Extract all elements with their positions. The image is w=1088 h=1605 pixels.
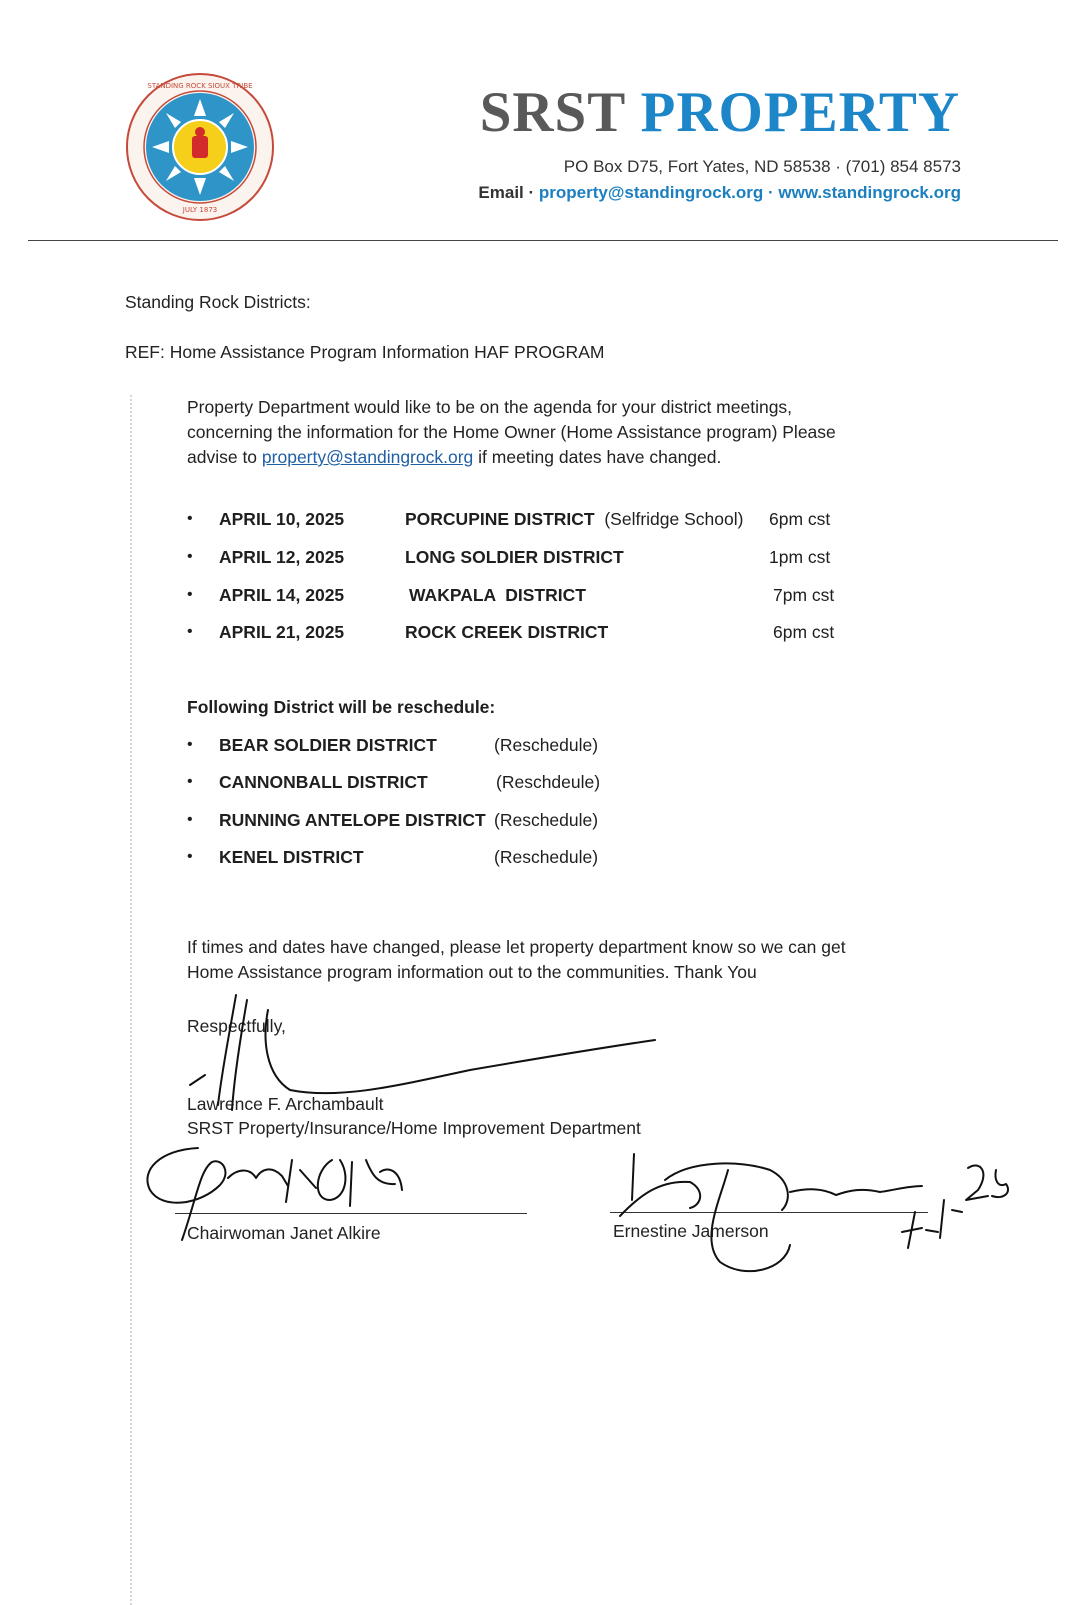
reschedule-district: BEAR SOLDIER DISTRICT <box>219 735 437 755</box>
meeting-district: PORCUPINE DISTRICT (Selfridge School) <box>405 509 744 529</box>
intro-line-1: Property Department would like to be on the agenda for your district meetings, <box>187 397 793 417</box>
svg-text:JULY 1873: JULY 1873 <box>182 206 218 214</box>
tribal-seal-logo <box>125 72 275 222</box>
letterhead-contact <box>478 183 961 203</box>
schedule-row <box>187 509 887 533</box>
schedule-row <box>187 622 887 646</box>
meeting-time: 6pm cst <box>769 509 831 529</box>
intro-line-2: concerning the information for the Home Owner (Home Assistance program) Please <box>187 422 836 442</box>
reschedule-district: RUNNING ANTELOPE DISTRICT <box>219 810 486 830</box>
letterhead-address: PO Box D75, Fort Yates, ND 58538 · (701) 854 8573 <box>563 157 961 176</box>
bullet-icon: • <box>187 586 193 603</box>
svg-text:STANDING ROCK SIOUX TRIBE: STANDING ROCK SIOUX TRIBE <box>147 82 253 90</box>
intro-paragraph <box>187 395 836 470</box>
email-link[interactable]: property@standingrock.org <box>261 447 474 467</box>
meeting-time: 7pm cst <box>773 585 835 605</box>
meeting-district: LONG SOLDIER DISTRICT <box>405 547 624 567</box>
reschedule-note: (Reschedule) <box>494 847 599 867</box>
closing-line-2: Home Assistance program information out to the communities. Thank You <box>187 962 757 982</box>
meeting-district: WAKPALA DISTRICT <box>409 585 586 605</box>
title-property: PROPERTY <box>640 81 960 144</box>
bullet-icon: • <box>187 548 193 565</box>
reschedule-row <box>187 772 687 796</box>
signer-name: Lawrence F. Archambault <box>187 1094 384 1114</box>
meeting-time: 1pm cst <box>769 547 831 567</box>
scan-edge-mark <box>130 395 132 1605</box>
bullet-icon: • <box>187 623 193 640</box>
bullet-icon: • <box>187 811 193 828</box>
meeting-time: 6pm cst <box>773 622 835 642</box>
closing-line-1: If times and dates have changed, please let property department know so we can get <box>187 937 846 957</box>
handwritten-date-marks <box>902 1165 1008 1248</box>
reschedule-row <box>187 810 687 834</box>
email-label: Email · <box>478 183 535 202</box>
meeting-date: APRIL 21, 2025 <box>219 622 345 642</box>
schedule-row <box>187 585 887 609</box>
reschedule-row <box>187 735 687 759</box>
bullet-icon: • <box>187 848 193 865</box>
reschedule-note: (Reschedule) <box>494 735 599 755</box>
header-divider <box>28 240 1058 241</box>
contact-links[interactable]: property@standingrock.org · www.standingrock.org <box>538 183 961 202</box>
signature-line-chairwoman <box>175 1213 527 1214</box>
bullet-icon: • <box>187 773 193 790</box>
bullet-icon: • <box>187 510 193 527</box>
signature-archambault <box>190 995 655 1110</box>
meeting-date: APRIL 14, 2025 <box>219 585 345 605</box>
meeting-date: APRIL 10, 2025 <box>219 509 345 529</box>
closing-paragraph <box>187 935 846 985</box>
reschedule-district: CANNONBALL DISTRICT <box>219 772 428 792</box>
signature-line-second <box>610 1212 928 1213</box>
second-signer-label: Ernestine Jamerson <box>613 1221 769 1241</box>
chairwoman-label: Chairwoman Janet Alkire <box>187 1223 381 1243</box>
letterhead-title <box>479 81 960 144</box>
schedule-row <box>187 547 887 571</box>
reschedule-note: (Reschdeule) <box>496 772 601 792</box>
bullet-icon: • <box>187 736 193 753</box>
reschedule-note: (Reschedule) <box>494 810 599 830</box>
title-srst: SRST <box>479 81 626 144</box>
meeting-district: ROCK CREEK DISTRICT <box>405 622 609 642</box>
intro-line-3-post: if meeting dates have changed. <box>478 447 722 467</box>
reschedule-row <box>187 847 687 871</box>
meeting-venue: (Selfridge School) <box>604 509 744 529</box>
reschedule-heading: Following District will be reschedule: <box>187 697 496 717</box>
reference-line: REF: Home Assistance Program Information HAF PROGRAM <box>125 342 605 362</box>
salutation: Standing Rock Districts: <box>125 292 311 312</box>
meeting-date: APRIL 12, 2025 <box>219 547 345 567</box>
signer-department: SRST Property/Insurance/Home Improvement Department <box>187 1118 641 1138</box>
valediction: Respectfully, <box>187 1016 286 1036</box>
intro-line-3 <box>187 445 836 470</box>
reschedule-district: KENEL DISTRICT <box>219 847 364 867</box>
intro-line-3-pre: advise to <box>187 447 258 467</box>
